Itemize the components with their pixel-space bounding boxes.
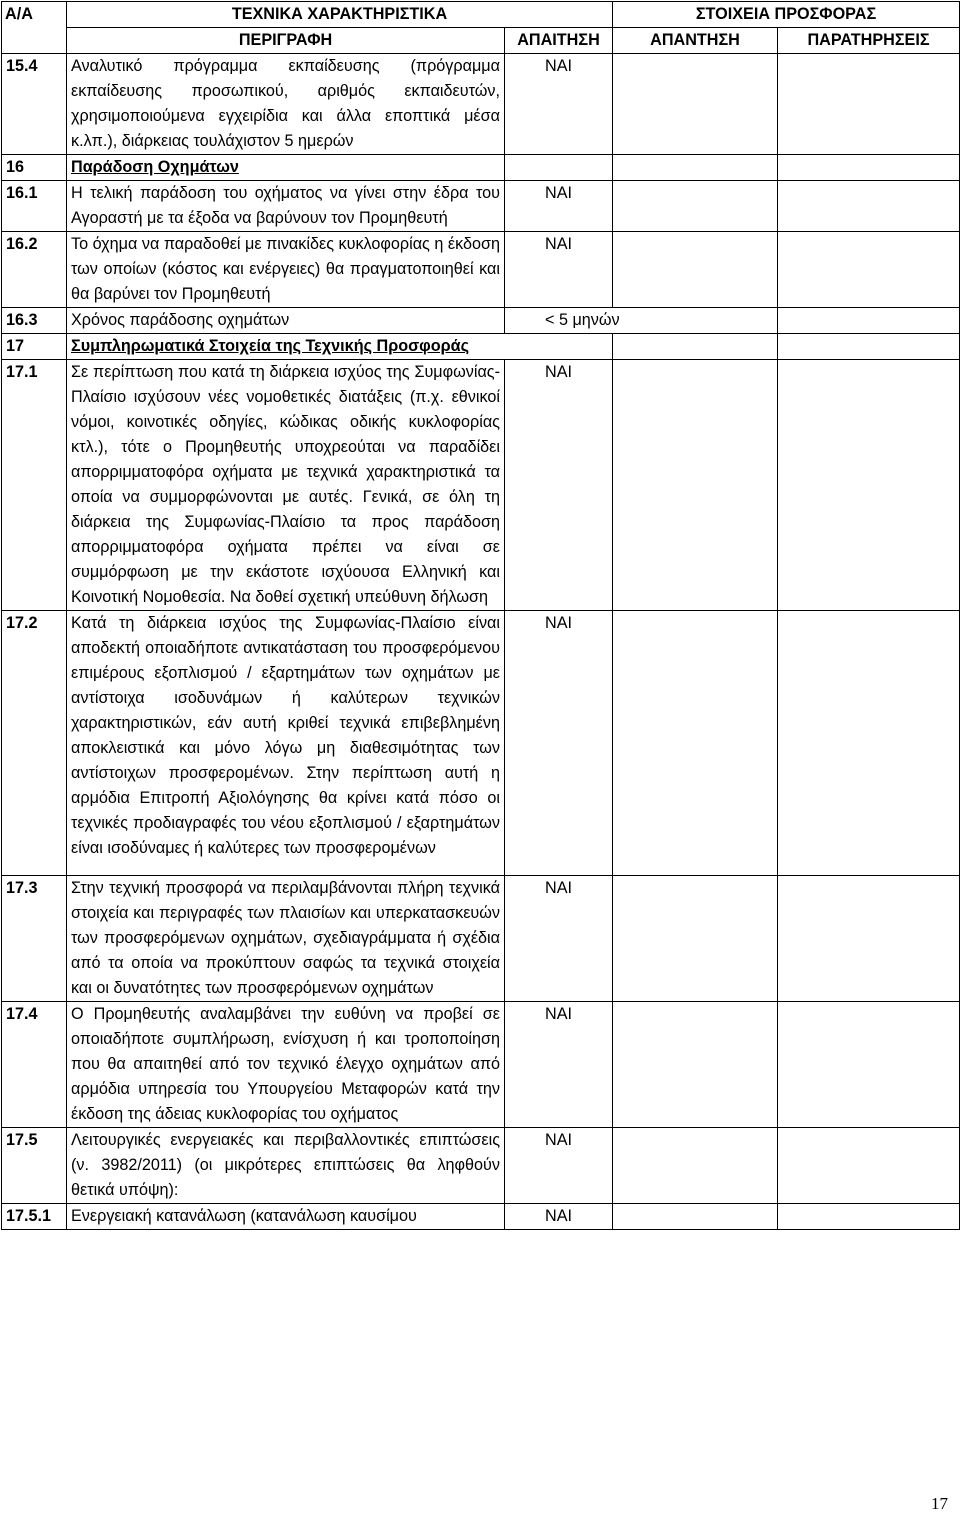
- row-answer: [613, 1204, 778, 1230]
- row-description: Χρόνος παράδοσης οχημάτων: [67, 308, 505, 334]
- row-remarks: [778, 155, 960, 181]
- row-remarks: [778, 1002, 960, 1128]
- row-answer: [613, 611, 778, 876]
- row-remarks: [778, 54, 960, 155]
- row-answer: [613, 232, 778, 308]
- header-tech-chars: ΤΕΧΝΙΚΑ ΧΑΡΑΚΤΗΡΙΣΤΙΚΑ: [67, 2, 613, 28]
- table-row: [2, 1128, 960, 1204]
- row-number: 16.3: [2, 308, 67, 334]
- header-description: ΠΕΡΙΓΡΑΦΗ: [67, 28, 505, 54]
- row-number: 17.3: [2, 876, 67, 1002]
- header-offer-data: ΣΤΟΙΧΕΙΑ ΠΡΟΣΦΟΡΑΣ: [613, 2, 960, 28]
- row-answer: [613, 155, 778, 181]
- row-requirement: ΝΑΙ: [505, 1002, 613, 1128]
- row-description: Στην τεχνική προσφορά να περιλαμβάνονται πλήρη τεχνικά στοιχεία και περιγραφές των πλαισίων και υπερκατασκευών των προσφερόμενων οχημάτων, σχεδιαγράμματα ή σχέδια από τα οποία να προκύπτουν σαφώς τα τεχνικά στοιχεία και οι δυνατότητες των προσφερόμενων οχημάτων: [67, 876, 505, 1002]
- row-requirement: < 5 μηνών: [505, 308, 778, 334]
- row-description: Σε περίπτωση που κατά τη διάρκεια ισχύος της Συμφωνίας-Πλαίσιο ισχύσουν νέες νομοθετικές διατάξεις (π.χ. εθνικοί νόμοι, κοινοτικές οδηγίες, κώδικας οδικής κυκλοφορίας κτλ.), τότε ο Προμηθευτής υποχρεούται να παραδίδει απορριμματοφόρα οχήματα με τεχνικά χαρακτηριστικά τα οποία να συμμορφώνονται με αυτές. Γενικά, σε όλη τη διάρκεια της Συμφωνίας-Πλαίσιο τα προς παράδοση απορριμματοφόρα οχήματα πρέπει να είναι σε συμμόρφωση με την εκάστοτε ισχύουσα Ελληνική και Κοινοτική Νομοθεσία. Να δοθεί σχετική υπεύθυνη δήλωση: [67, 360, 505, 611]
- table-row: [2, 181, 960, 232]
- row-requirement: ΝΑΙ: [505, 876, 613, 1002]
- row-requirement: ΝΑΙ: [505, 1128, 613, 1204]
- row-description: Ενεργειακή κατανάλωση (κατανάλωση καυσίμου: [67, 1204, 505, 1230]
- row-answer: [613, 54, 778, 155]
- row-remarks: [778, 1204, 960, 1230]
- row-number: 17.2: [2, 611, 67, 876]
- row-description: Ο Προμηθευτής αναλαμβάνει την ευθύνη να προβεί σε οποιαδήποτε συμπλήρωση, ενίσχυση ή και τροποποίηση που θα απαιτηθεί από τον τεχνικό έλεγχο οχημάτων από αρμόδια υπηρεσία του Υπουργείου Μεταφορών κατά την έκδοση της άδειας κυκλοφορίας του οχήματος: [67, 1002, 505, 1128]
- header-answer: ΑΠΑΝΤΗΣΗ: [613, 28, 778, 54]
- header-aa: Α/Α: [2, 2, 67, 54]
- row-remarks: [778, 232, 960, 308]
- table-row: [2, 876, 960, 1002]
- table-row: [2, 611, 960, 876]
- row-remarks: [778, 876, 960, 1002]
- row-number: 16.2: [2, 232, 67, 308]
- row-requirement: ΝΑΙ: [505, 360, 613, 611]
- table-row: [2, 1204, 960, 1230]
- section-row: [2, 334, 960, 360]
- row-requirement: ΝΑΙ: [505, 54, 613, 155]
- table-row: [2, 308, 960, 334]
- row-requirement: [505, 155, 613, 181]
- row-requirement: ΝΑΙ: [505, 232, 613, 308]
- row-requirement: ΝΑΙ: [505, 1204, 613, 1230]
- header-remarks: ΠΑΡΑΤΗΡΗΣΕΙΣ: [778, 28, 960, 54]
- row-description: Η τελική παράδοση του οχήματος να γίνει στην έδρα του Αγοραστή με τα έξοδα να βαρύνουν τον Προμηθευτή: [67, 181, 505, 232]
- row-number: 15.4: [2, 54, 67, 155]
- row-number: 17.5.1: [2, 1204, 67, 1230]
- header-requirement: ΑΠΑΙΤΗΣΗ: [505, 28, 613, 54]
- header-row-top: [2, 2, 960, 28]
- table-row: [2, 54, 960, 155]
- row-requirement: ΝΑΙ: [505, 181, 613, 232]
- row-number: 17.5: [2, 1128, 67, 1204]
- row-remarks: [778, 308, 960, 334]
- row-remarks: [778, 1128, 960, 1204]
- table-row: [2, 360, 960, 611]
- header-row-bottom: [2, 28, 960, 54]
- row-description: Κατά τη διάρκεια ισχύος της Συμφωνίας-Πλαίσιο είναι αποδεκτή οποιαδήποτε αντικατάσταση του προσφερόμενου επιμέρους εξοπλισμού / εξαρτημάτων των οχημάτων με αντίστοιχα ισοδυνάμων ή καλύτερων τεχνικών χαρακτηριστικών, εάν αυτή κριθεί τεχνικά επιβεβλημένη αποκλειστικά και μόνο λόγω μη διαθεσιμότητας των αντίστοιχων προσφερομένων. Στην περίπτωση αυτή η αρμόδια Επιτροπή Αξιολόγησης θα κρίνει κατά πόσο οι τεχνικές προδιαγραφές του νέου εξοπλισμού / εξαρτημάτων είναι ισοδύναμες ή καλύτερες των προσφερομένων: [67, 611, 505, 876]
- row-remarks: [778, 611, 960, 876]
- row-description: Αναλυτικό πρόγραμμα εκπαίδευσης (πρόγραμμα εκπαίδευσης προσωπικού, αριθμός εκπαιδευτών, χρησιμοποιούμενα εγχειρίδια και άλλα εποπτικά μέσα κ.λπ.), διάρκειας τουλάχιστον 5 ημερών: [67, 54, 505, 155]
- row-number: 16.1: [2, 181, 67, 232]
- row-answer: [613, 876, 778, 1002]
- row-answer: [613, 181, 778, 232]
- row-description: Λειτουργικές ενεργειακές και περιβαλλοντικές επιπτώσεις (ν. 3982/2011) (οι μικρότερες επιπτώσεις θα ληφθούν θετικά υπόψη):: [67, 1128, 505, 1204]
- section-title: Συμπληρωματικά Στοιχεία της Τεχνικής Προσφοράς: [67, 334, 613, 360]
- row-number: 17.1: [2, 360, 67, 611]
- table-row: [2, 232, 960, 308]
- technical-specs-table: [1, 1, 960, 1230]
- row-number: 17: [2, 334, 67, 360]
- row-remarks: [778, 360, 960, 611]
- row-answer: [613, 1002, 778, 1128]
- row-number: 16: [2, 155, 67, 181]
- table-row: [2, 1002, 960, 1128]
- row-answer: [613, 1128, 778, 1204]
- section-row: [2, 155, 960, 181]
- row-answer: [613, 360, 778, 611]
- row-remarks: [778, 334, 960, 360]
- row-answer: [613, 334, 778, 360]
- row-requirement: ΝΑΙ: [505, 611, 613, 876]
- page-number: 17: [931, 1494, 948, 1513]
- row-description: Το όχημα να παραδοθεί με πινακίδες κυκλοφορίας η έκδοση των οποίων (κόστος και ενέργειες) θα πραγματοποιηθεί και θα βαρύνει τον Προμηθευτή: [67, 232, 505, 308]
- row-remarks: [778, 181, 960, 232]
- section-title: Παράδοση Οχημάτων: [67, 155, 505, 181]
- row-number: 17.4: [2, 1002, 67, 1128]
